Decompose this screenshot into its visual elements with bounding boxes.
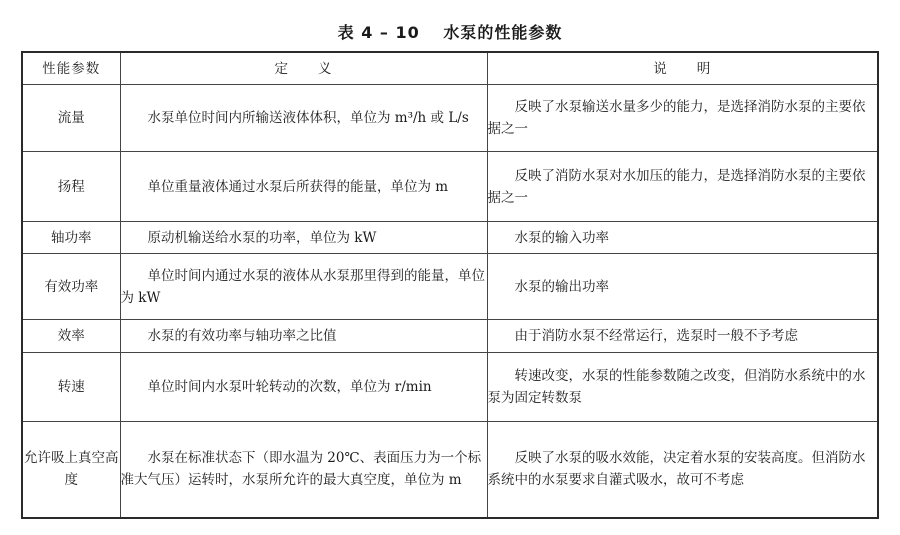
row-efficiency-definition: 水泵的有效功率与轴功率之比值 (120, 320, 487, 353)
row-head-name: 扬程 (22, 152, 120, 222)
table-row (22, 222, 878, 254)
row-shaft-power-description: 水泵的输入功率 (487, 222, 878, 254)
row-shaft-power-name: 轴功率 (22, 222, 120, 254)
table-row (22, 353, 878, 422)
row-effective-power-definition: 单位时间内通过水泵的液体从水泵那里得到的能量，单位为 kW (120, 254, 487, 320)
row-flow-name: 流量 (22, 85, 120, 152)
table-row (22, 320, 878, 353)
row-suction-height-name: 允许吸上真空高度 (22, 422, 120, 518)
row-head-definition: 单位重量液体通过水泵后所获得的能量，单位为 m (120, 152, 487, 222)
table-row (22, 422, 878, 518)
pump-parameters-table (21, 51, 879, 519)
header-parameter: 性能参数 (22, 52, 120, 85)
table-row (22, 254, 878, 320)
row-shaft-power-definition: 原动机输送给水泵的功率，单位为 kW (120, 222, 487, 254)
row-effective-power-name: 有效功率 (22, 254, 120, 320)
header-definition: 定 义 (120, 52, 487, 85)
row-speed-description: 转速改变，水泵的性能参数随之改变，但消防水系统中的水泵为固定转数泵 (487, 353, 878, 422)
row-speed-name: 转速 (22, 353, 120, 422)
row-head-description: 反映了消防水泵对水加压的能力，是选择消防水泵的主要依据之一 (487, 152, 878, 222)
table-row (22, 152, 878, 222)
row-efficiency-name: 效率 (22, 320, 120, 353)
row-efficiency-description: 由于消防水泵不经常运行，选泵时一般不予考虑 (487, 320, 878, 353)
table-row (22, 85, 878, 152)
row-suction-height-definition: 水泵在标准状态下（即水温为 20℃、表面压力为一个标准大气压）运转时，水泵所允许的最大真空度，单位为 m (120, 422, 487, 518)
table-title: 表 4 – 10 水泵的性能参数 (337, 23, 563, 42)
table-header-row (22, 52, 878, 85)
row-speed-definition: 单位时间内水泵叶轮转动的次数，单位为 r/min (120, 353, 487, 422)
row-suction-height-description: 反映了水泵的吸水效能，决定着水泵的安装高度。但消防水系统中的水泵要求自灌式吸水，故可不考虑 (487, 422, 878, 518)
row-effective-power-description: 水泵的输出功率 (487, 254, 878, 320)
header-description: 说 明 (487, 52, 878, 85)
row-flow-description: 反映了水泵输送水量多少的能力，是选择消防水泵的主要依据之一 (487, 85, 878, 152)
row-flow-definition: 水泵单位时间内所输送液体体积，单位为 m³/h 或 L/s (120, 85, 487, 152)
